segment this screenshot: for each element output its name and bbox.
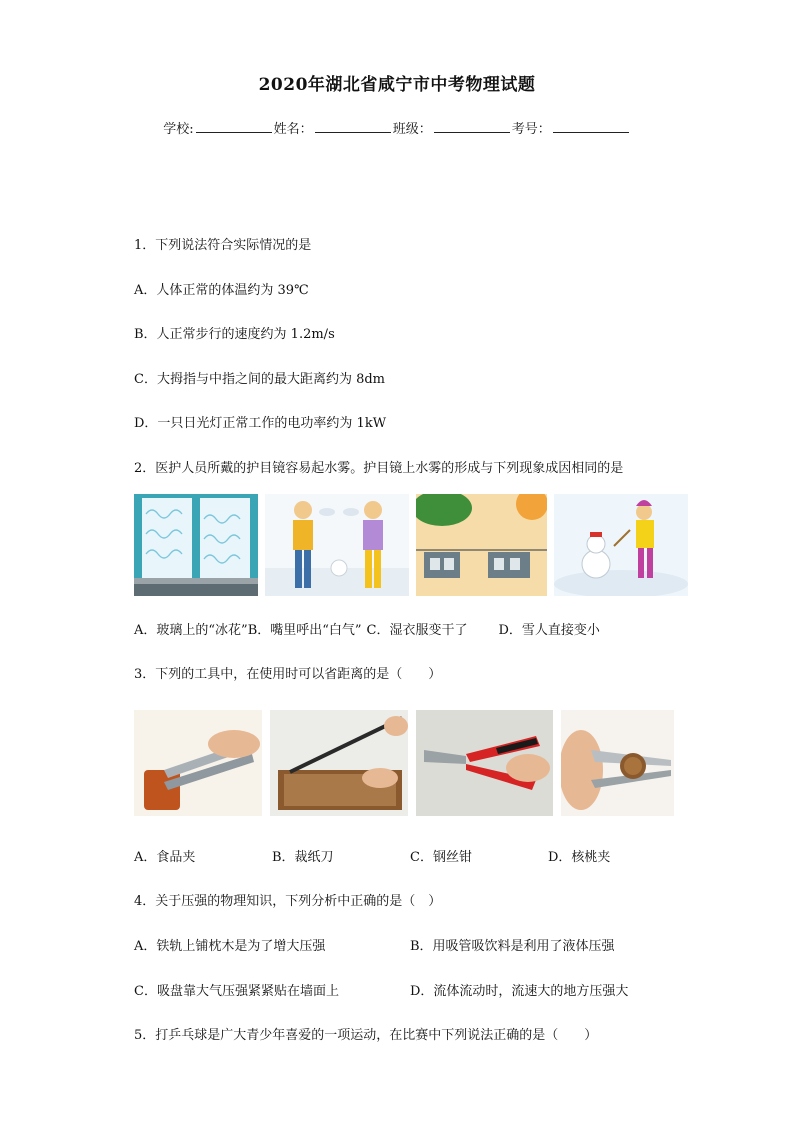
breath-mist-image [265,494,409,596]
exam-title: 2020年湖北省咸宁市中考物理试题 [258,75,536,95]
q3-option-a: A．食品夹 [134,850,196,865]
frosted-window-image [134,494,258,596]
id-label: 考号： [511,122,551,137]
q2-option-c: C．湿衣服变干了 [366,623,468,638]
q3-stem: 3．下列的工具中，在使用时可以省距离的是（ ） [134,667,442,682]
q3-option-c: C．钢丝钳 [410,850,472,865]
q2-option-a: A．玻璃上的“冰花” [134,623,248,638]
q3-option-b: B．裁纸刀 [272,850,334,865]
food-tongs-image [134,710,262,816]
q1-stem: 1．下列说法符合实际情况的是 [134,238,312,253]
q4-option-a: A．铁轨上铺枕木是为了增大压强 [134,939,326,954]
q3-option-d: D．核桃夹 [548,850,611,865]
nutcracker-image [561,710,674,816]
q4-options-row-2 [134,980,628,999]
class-label: 班级： [392,122,432,137]
q1-option-a: A．人体正常的体温约为 39℃ [134,283,309,298]
q2-option-d: D．雪人直接变小 [498,623,600,638]
q4-option-d: D．流体流动时，流速大的地方压强大 [410,984,629,999]
q1-option-b: B．人正常步行的速度约为 1.2m/s [134,327,335,342]
q2-stem: 2．医护人员所戴的护目镜容易起水雾。护目镜上水雾的形成与下列现象成因相同的是 [134,461,624,476]
q2-option-b: B．嘴里呼出“白气” [247,623,362,638]
drying-clothes-image [416,494,547,596]
q3-options-row [134,846,610,865]
paper-cutter-image [270,710,408,816]
q4-stem: 4．关于压强的物理知识，下列分析中正确的是（ ） [134,894,442,909]
q1-option-c: C．大拇指与中指之间的最大距离约为 8dm [134,372,385,387]
q4-option-c: C．吸盘靠大气压强紧紧贴在墙面上 [134,984,339,999]
school-label: 学校: [163,122,194,137]
q5-stem: 5．打乒乓球是广大青少年喜爱的一项运动，在比赛中下列说法正确的是（ ） [134,1028,598,1043]
id-blank[interactable] [553,120,629,133]
name-blank[interactable] [315,120,391,133]
q2-options-row [134,619,600,638]
snowman-image [554,494,688,596]
school-blank[interactable] [196,120,272,133]
name-label: 姓名： [273,122,313,137]
q4-options-row-1 [134,935,615,954]
class-blank[interactable] [434,120,510,133]
q4-option-b: B．用吸管吸饮料是利用了液体压强 [410,939,615,954]
wire-pliers-image [416,710,553,816]
q1-option-d: D．一只日光灯正常工作的电功率约为 1kW [134,416,387,431]
student-info-line [0,118,794,137]
